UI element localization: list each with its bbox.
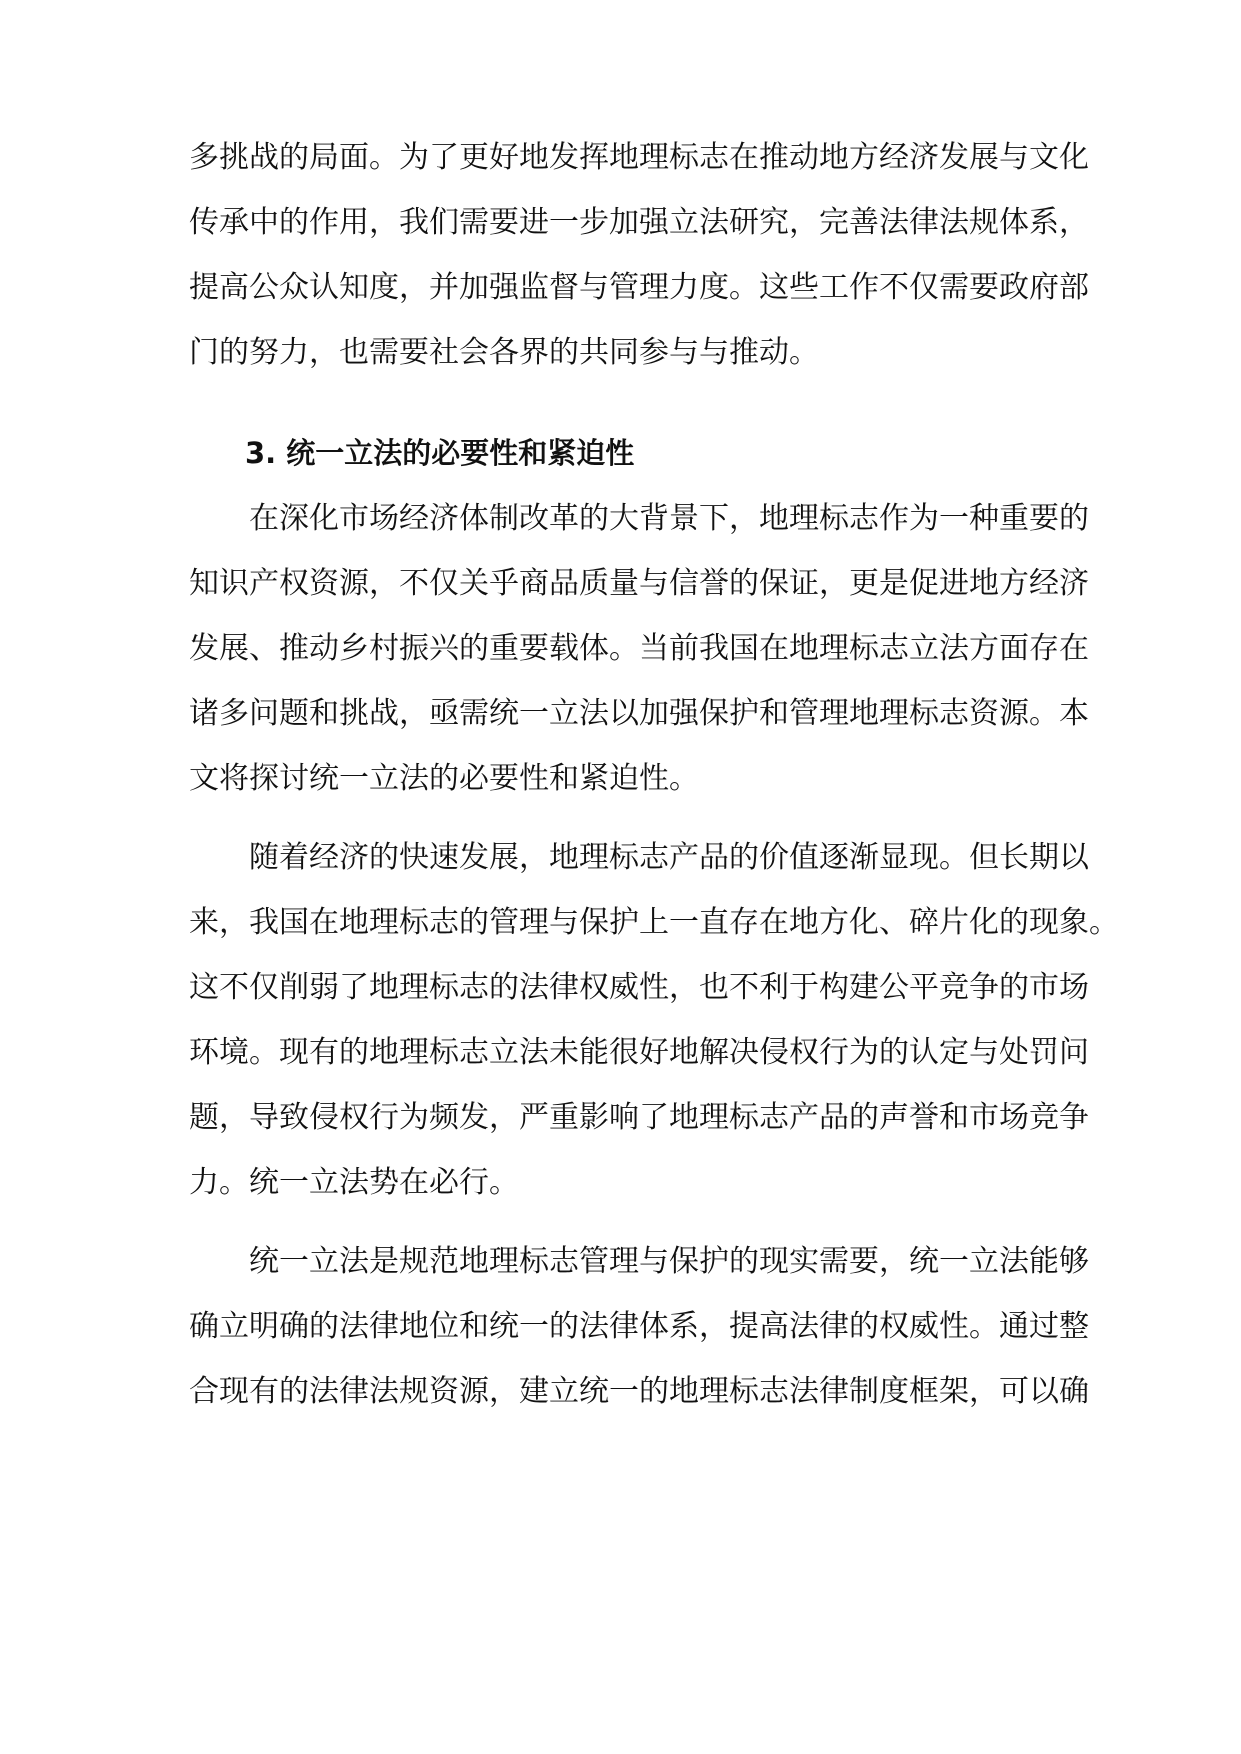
paragraph-4-line-2: 确立明确的法律地位和统一的法律体系，提高法律的权威性。通过整 (189, 1309, 1089, 1344)
paragraph-3-line-4: 环境。现有的地理标志立法未能很好地解决侵权行为的认定与处罚问 (189, 1035, 1089, 1070)
section-heading: 3. 统一立法的必要性和紧迫性 (245, 436, 635, 470)
paragraph-4-line-3: 合现有的法律法规资源，建立统一的地理标志法律制度框架，可以确 (189, 1374, 1089, 1409)
paragraph-3-line-6: 力。统一立法势在必行。 (189, 1165, 519, 1200)
paragraph-2-line-3: 发展、推动乡村振兴的重要载体。当前我国在地理标志立法方面存在 (189, 631, 1089, 666)
paragraph-3-line-1: 随着经济的快速发展，地理标志产品的价值逐渐显现。但长期以 (249, 840, 1089, 875)
paragraph-4-line-1: 统一立法是规范地理标志管理与保护的现实需要，统一立法能够 (249, 1244, 1089, 1279)
paragraph-1-line-4: 门的努力，也需要社会各界的共同参与与推动。 (189, 335, 819, 370)
paragraph-2-line-1: 在深化市场经济体制改革的大背景下，地理标志作为一种重要的 (249, 501, 1089, 536)
paragraph-2-line-4: 诸多问题和挑战，亟需统一立法以加强保护和管理地理标志资源。本 (189, 696, 1089, 731)
paragraph-1-line-3: 提高公众认知度，并加强监督与管理力度。这些工作不仅需要政府部 (189, 270, 1089, 305)
paragraph-3-line-3: 这不仅削弱了地理标志的法律权威性，也不利于构建公平竞争的市场 (189, 970, 1089, 1005)
paragraph-1-line-1: 多挑战的局面。为了更好地发挥地理标志在推动地方经济发展与文化 (189, 140, 1089, 175)
paragraph-2-line-2: 知识产权资源，不仅关乎商品质量与信誉的保证，更是促进地方经济 (189, 566, 1089, 601)
paragraph-2-line-5: 文将探讨统一立法的必要性和紧迫性。 (189, 761, 699, 796)
paragraph-3-line-5: 题，导致侵权行为频发，严重影响了地理标志产品的声誉和市场竞争 (189, 1100, 1089, 1135)
paragraph-3-line-2: 来，我国在地理标志的管理与保护上一直存在地方化、碎片化的现象。 (189, 905, 1119, 940)
paragraph-1-line-2: 传承中的作用，我们需要进一步加强立法研究，完善法律法规体系， (189, 205, 1089, 240)
